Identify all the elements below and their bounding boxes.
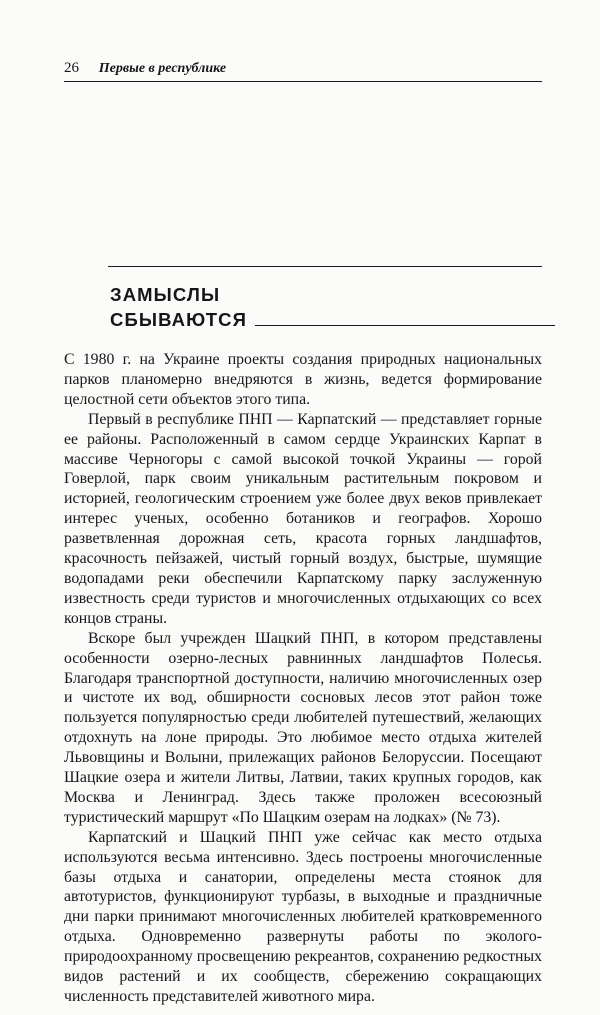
running-header (64, 58, 542, 79)
paragraph-2: Первый в республике ПНП — Карпатский — представляет горные ее районы. Расположенный в самом сердце Украинских Карпат в массиве Черногоры с самой высокой точкой Украины — горой Говерлой, парк своим уникальным растительным покровом и историей, геологическим строением уже более двух веков привлекает интерес ученых, особенно ботаников и географов. Хорошо разветвленная дорожная сеть, красота горных ландшафтов, красочность пейзажей, чистый горный воздух, быстрые, шумящие водопадами реки обеспечили Карпатскому парку заслуженную известность среди туристов и многочисленных отдыхающих со всех концов страны. (64, 410, 542, 627)
section-top-rule (108, 266, 542, 267)
paragraph-4: Карпатский и Шацкий ПНП уже сейчас как место отдыха используются весьма интенсивно. Здесь построены многочисленные базы отдыха и санатории, определены места стоянок для автотуристов, функционируют турбазы, в выходные и праздничные дни парки принимают многочисленных любителей кратковременного отдыха. Одновременно развернуты работы по эколого-природоохранному просвещению рекреантов, сохранению редкостных видов растений и их сообществ, сбережению сокращающих численность представителей животного мира. (64, 828, 542, 1005)
body-text (64, 350, 542, 1007)
running-title: Первые в республике (98, 61, 227, 76)
header-rule (64, 81, 542, 82)
section-title (110, 282, 542, 332)
paragraph-1: С 1980 г. на Украине проекты создания природных национальных парков планомерно внедряются в жизнь, ведется формирование целостной сети объектов этого типа. (64, 351, 542, 408)
section-title-line-1: ЗАМЫСЛЫ (110, 284, 221, 305)
section-title-line-2-text: СБЫВАЮТСЯ (110, 309, 248, 330)
paragraph-3: Вскоре был учрежден Шацкий ПНП, в котором представлены особенности озерно-лесных равнинных ландшафтов Полесья. Благодаря транспортной доступности, наличию многочисленных озер и чистоте их вод, обширности сосновых лесов этот район тоже пользуется популярностью среди любителей путешествий, желающих отдохнуть на лоне природы. Это любимое место отдыха жителей Львовщины и Волыни, прилежащих районов Белоруссии. Посещают Шацкие озера и жители Литвы, Латвии, таких крупных городов, как Москва и Ленинград. Здесь также проложен всесоюзный туристический маршрут «По Шацким озерам на лодках» (№ 73). (64, 629, 542, 826)
section-title-rule (255, 325, 555, 326)
section-title-line-2 (110, 307, 542, 332)
page-number: 26 (64, 60, 79, 76)
